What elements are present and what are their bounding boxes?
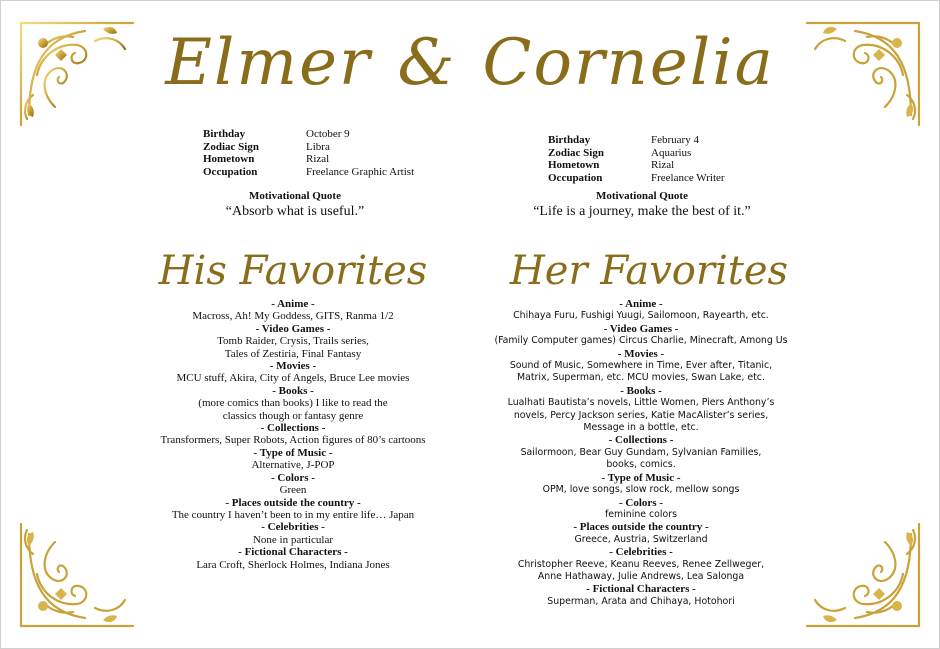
her-info-values [651,134,725,184]
her-info-label: Hometown [548,159,600,171]
her-favorites-category-label: - Video Games - [603,322,679,335]
his-favorites-category-label: - Anime - [271,298,315,310]
her-favorites-category-label: - Collections - [608,434,674,447]
her-favorites-section [421,472,861,497]
his-favorites-category-label: - Books - [272,384,314,397]
her-favorites-category-label: - Type of Music - [601,471,681,484]
his-info [203,128,433,180]
his-favorites-category-label: - Type of Music - [253,446,333,459]
her-favorites-section [421,497,861,522]
her-favorites-category-label: - Anime - [619,298,663,310]
his-favorites-item-line: Transformers, Super Robots, Action figures of 80’s cartoons [160,434,426,447]
her-favorites-list [421,298,861,608]
her-favorites-category-label: - Fictional Characters - [586,583,696,596]
her-info [548,134,778,186]
his-favorites-item-line: Alternative, J-POP [251,459,335,472]
his-favorites-category-label: - Movies - [269,360,317,373]
page-title [1,26,939,100]
her-favorites-section [421,298,861,323]
her-favorites-item-line: Message in a bottle, etc. [583,422,699,434]
her-favorites-heading: Her Favorites [509,248,789,294]
her-favorites-section [421,385,861,435]
his-favorites-item-line: Tomb Raider, Crysis, Trails series, [217,335,369,348]
her-favorites-section [421,434,861,471]
her-favorites-item-line: OPM, love songs, slow rock, mellow songs [542,484,740,496]
his-favorites-category-label: - Colors - [271,471,315,484]
his-quote-text: “Absorb what is useful.” [225,204,365,219]
her-info-value: February 4 [651,134,699,146]
his-favorites-category-label: - Collections - [260,422,326,435]
his-info-label: Zodiac Sign [203,140,259,153]
her-favorites-category-label: - Colors - [619,496,663,509]
her-info-value: Rizal [651,159,675,171]
his-info-value: Rizal [306,153,330,165]
her-favorites-item-line: Sound of Music, Somewhere in Time, Ever after, Titanic, [509,360,773,372]
his-favorites-item-line: Macross, Ah! My Goddess, GITS, Ranma 1/2 [192,310,394,323]
her-favorites-section [421,583,861,608]
his-info-labels [203,128,313,178]
his-info-value: October 9 [306,128,350,140]
her-favorites-category-label: - Movies - [617,347,665,360]
his-favorites-item-line: The country I haven’t been to in my entire life… Japan [171,508,415,521]
his-info-value: Freelance Graphic Artist [306,165,415,178]
his-info-label: Birthday [203,128,246,140]
his-favorites-item-line: (more comics than books) I like to read the [198,397,388,410]
his-favorites-category-label: - Places outside the country - [225,496,361,509]
her-favorites-category-label: - Celebrities - [609,546,673,559]
his-info-label: Occupation [203,165,258,178]
her-favorites-section [421,323,861,348]
her-favorites-section [421,521,861,546]
his-info-label: Hometown [203,153,255,165]
his-favorites-item-line: Lara Croft, Sherlock Holmes, Indiana Jones [196,558,390,571]
her-info-value: Aquarius [651,146,692,159]
her-favorites-item-line: Anne Hathaway, Julie Andrews, Lea Salonga [537,570,745,582]
his-favorites-item-line: Tales of Zestiria, Final Fantasy [224,347,362,360]
her-favorites-item-line: Superman, Arata and Chihaya, Hotohori [547,595,735,607]
his-info-value: Libra [306,140,330,153]
his-favorites-category-label: - Fictional Characters - [238,546,348,559]
her-favorites-section [421,546,861,583]
her-favorites-item-line: Matrix, Superman, etc. MCU movies, Swan Lake, etc. [517,372,765,384]
her-quote-label: Motivational Quote [596,190,688,202]
his-favorites-heading: His Favorites [158,248,428,294]
her-favorites-item-line: Christopher Reeve, Keanu Reeves, Renee Zellweger, [517,558,765,570]
his-favorites-item-line: MCU stuff, Akira, City of Angels, Bruce Lee movies [176,372,410,385]
his-favorites-item-line: Green [279,484,307,497]
his-info-values [306,128,414,178]
her-info-label: Zodiac Sign [548,146,604,159]
his-favorites-category-label: - Video Games - [255,322,331,335]
his-quote-label: Motivational Quote [249,190,341,202]
his-favorites-category-label: - Celebrities - [261,521,325,534]
her-quote-text: “Life is a journey, make the best of it.” [533,204,751,219]
her-favorites-item-line: feminine colors [604,508,677,520]
her-favorites-item-line: Lualhati Bautista’s novels, Little Women, Piers Anthony’s [507,397,775,409]
her-info-labels [548,134,658,184]
her-favorites-category-label: - Places outside the country - [573,521,709,534]
title-left-name: Elmer [165,26,372,100]
her-favorites-item-line: Greece, Austria, Switzerland [574,533,708,545]
his-favorites-item-line: classics though or fantasy genre [222,409,364,422]
her-favorites-section [421,348,861,385]
title-right-name: Cornelia [482,26,775,100]
title-ampersand: & [397,26,457,100]
her-favorites-item-line: Chihaya Furu, Fushigi Yuugi, Sailomoon, Rayearth, etc. [513,310,769,322]
her-favorites-category-label: - Books - [620,384,662,397]
her-favorites-item-line: novels, Percy Jackson series, Katie MacAlister’s series, [513,409,769,421]
her-favorites-item-line: books, comics. [606,459,676,471]
her-favorites-item-line: Sailormoon, Bear Guy Gundam, Sylvanian Families, [520,446,762,458]
her-favorites-item-line: (Family Computer games) Circus Charlie, Minecraft, Among Us [494,335,788,347]
her-info-value: Freelance Writer [651,171,725,184]
his-favorites-item-line: None in particular [252,533,334,546]
her-info-label: Birthday [548,134,591,146]
her-quote [432,190,852,220]
her-info-label: Occupation [548,171,603,184]
